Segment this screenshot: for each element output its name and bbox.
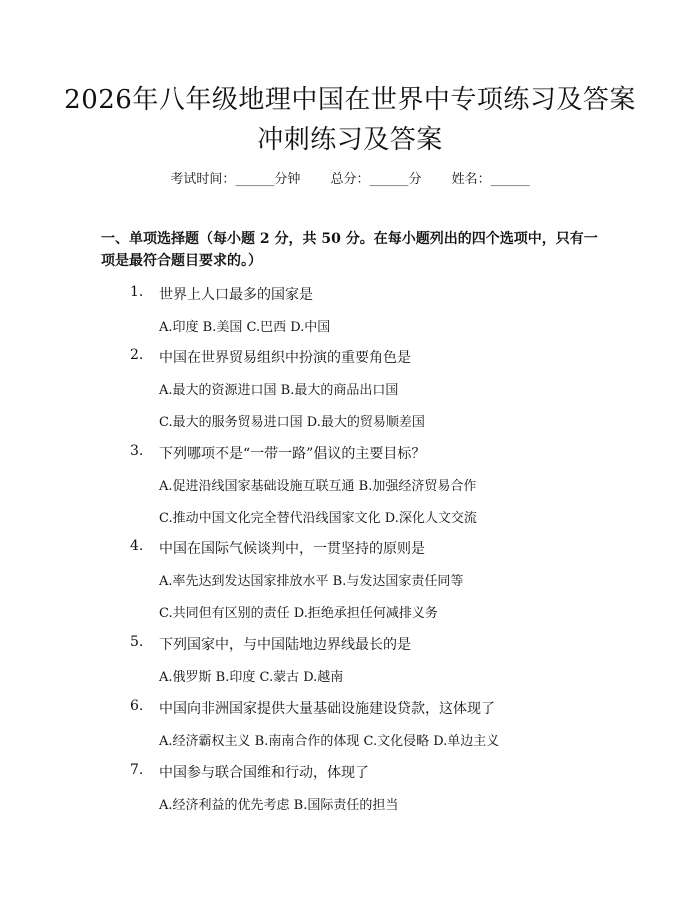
question-number: 1.	[130, 284, 144, 300]
exam-time-field: 考试时间：______分钟	[170, 172, 301, 187]
question-options: A.最大的资源进口国 B.最大的商品出口国	[159, 383, 399, 398]
section-heading: 一、单项选择题（每小题 2 分，共 50 分。在每小题列出的四个选项中，只有一项是最符合题目要求的。）	[101, 231, 598, 269]
question-options: C.共同但有区别的责任 D.拒绝承担任何减排义务	[159, 606, 438, 621]
question-text: 中国在国际气候谈判中，一贯坚持的原则是	[159, 541, 425, 557]
question-text: 世界上人口最多的国家是	[159, 287, 313, 303]
question-number: 7.	[130, 762, 144, 778]
question-options: A.经济霸权主义 B.南南合作的体现 C.文化侵略 D.单边主义	[159, 734, 500, 749]
question-number: 5.	[130, 634, 144, 650]
question-options: A.率先达到发达国家排放水平 B.与发达国家责任同等	[159, 574, 464, 589]
question-number: 2.	[130, 347, 144, 363]
question-text: 下列哪项不是“一带一路”倡议的主要目标？	[159, 446, 426, 462]
question-options: A.印度 B.美国 C.巴西 D.中国	[159, 320, 331, 335]
exam-meta	[0, 168, 700, 187]
question-options: A.俄罗斯 B.印度 C.蒙古 D.越南	[159, 670, 344, 685]
question-options: C.最大的服务贸易进口国 D.最大的贸易顺差国	[159, 415, 425, 430]
question-text: 中国参与联合国维和行动，体现了	[159, 765, 369, 781]
total-score-field: 总分：______分	[330, 172, 422, 187]
question-options: A.经济利益的优先考虑 B.国际责任的担当	[159, 798, 399, 813]
question-number: 6.	[130, 698, 144, 714]
question-number: 3.	[130, 443, 144, 459]
document-title: 2026年八年级地理中国在世界中专项练习及答案冲刺练习及答案	[64, 85, 636, 155]
question-options: C.推动中国文化完全替代沿线国家文化 D.深化人文交流	[159, 511, 477, 526]
question-text: 中国向非洲国家提供大量基础设施建设贷款，这体现了	[159, 701, 495, 717]
student-name-field: 姓名：______	[451, 172, 530, 187]
question-number: 4.	[130, 538, 144, 554]
question-options: A.促进沿线国家基础设施互联互通 B.加强经济贸易合作	[159, 479, 477, 494]
question-text: 下列国家中，与中国陆地边界线最长的是	[159, 637, 411, 653]
question-text: 中国在世界贸易组织中扮演的重要角色是	[159, 350, 411, 366]
